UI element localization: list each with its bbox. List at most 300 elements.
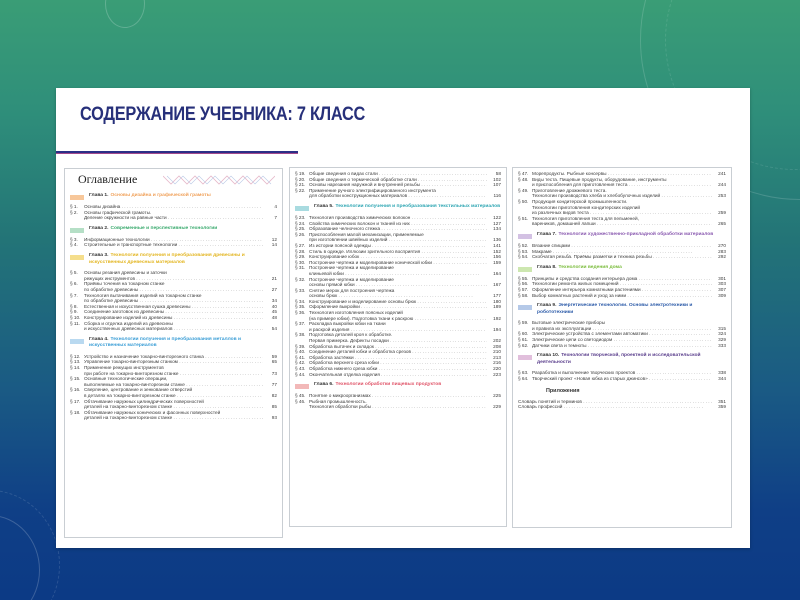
page-number: 59 bbox=[271, 353, 277, 359]
page-number: 210 bbox=[493, 349, 501, 355]
page-number: 12 bbox=[271, 236, 277, 242]
toc-heading-text: Оглавление bbox=[78, 172, 138, 186]
chapter-title bbox=[537, 303, 726, 316]
chapter-title bbox=[89, 193, 211, 200]
page-number: 220 bbox=[493, 366, 501, 371]
appendix-entry-page: 351 bbox=[718, 398, 726, 404]
toc-entry-continuation[interactable] bbox=[70, 215, 277, 221]
section-number: § 4. bbox=[70, 242, 78, 248]
section-title-continuation: Технологии производства хлеба и хлебобулочных изделий . . . bbox=[518, 193, 712, 199]
chapter-color-swatch-icon bbox=[518, 267, 532, 272]
page-number: 156 bbox=[493, 254, 501, 260]
toc-col2-content bbox=[295, 171, 501, 410]
page-number: 244 bbox=[718, 182, 726, 188]
section-number: § 28. bbox=[295, 248, 306, 254]
section-number: § 34. bbox=[295, 298, 306, 304]
page-number: 34 bbox=[271, 298, 277, 304]
page-number: 167 bbox=[493, 282, 501, 288]
section-title: Снятие мерок для построения чертежа bbox=[309, 287, 395, 293]
chapter-title bbox=[89, 253, 277, 266]
section-title-continuation: выполняемые на токарно-винторезном станке . . . bbox=[70, 382, 263, 388]
section-title: Бытовые электрические приборы bbox=[532, 320, 606, 326]
toc-column-2 bbox=[289, 167, 507, 527]
section-number: § 47. bbox=[518, 171, 529, 176]
section-number: § 51. bbox=[518, 215, 529, 221]
chapter-header[interactable] bbox=[518, 353, 726, 366]
section-title: Технология изготовления поясных изделий bbox=[309, 310, 403, 316]
section-title-continuation: и раскрой изделия . . . bbox=[295, 327, 487, 333]
section-title-continuation: по обработке древесины . . . bbox=[70, 298, 263, 304]
page-number: 58 bbox=[495, 171, 501, 176]
chapter-label: Глава 8. bbox=[537, 264, 557, 270]
toc-heading bbox=[70, 172, 277, 188]
section-title: Обтачивание наружных цилиндрических поверхностей bbox=[84, 398, 204, 404]
page-number: 134 bbox=[493, 226, 501, 232]
toc-col1-content bbox=[70, 193, 277, 421]
section-title: Образование челночного стежка . . . bbox=[309, 226, 487, 232]
section-number: § 3. bbox=[70, 236, 78, 242]
section-title: Технология вытачивания изделий на токарном станке bbox=[84, 292, 202, 298]
chapter-color-swatch-icon bbox=[70, 195, 84, 200]
chapter-label: Глава 4. bbox=[89, 336, 109, 342]
section-title-continuation: для обработки конструкционных материалов . . . bbox=[295, 193, 487, 199]
page-number: 344 bbox=[718, 376, 726, 382]
page-number: 202 bbox=[493, 338, 501, 344]
section-title: Рыбная промышленность. bbox=[309, 398, 367, 404]
toc-entry[interactable] bbox=[518, 343, 726, 349]
section-number: § 7. bbox=[70, 292, 78, 298]
page-number: 189 bbox=[493, 304, 501, 310]
chapter-title bbox=[89, 337, 277, 350]
section-title: Продукция кондитерской промышленности. bbox=[532, 198, 628, 204]
section-title: Построение чертежа и моделирование bbox=[309, 276, 394, 282]
section-title: Свойства химических волокон и тканей из них . . . bbox=[309, 221, 487, 227]
toc-entry[interactable] bbox=[518, 254, 726, 260]
section-number: § 36. bbox=[295, 310, 306, 316]
section-number: § 31. bbox=[295, 265, 306, 271]
section-number: § 6. bbox=[70, 281, 78, 287]
section-title-continuation: при работе на токарно-винторезном станке . . . bbox=[70, 371, 263, 377]
chapter-name: Технологии обработки пищевых продуктов bbox=[335, 382, 442, 388]
chapter-title bbox=[89, 226, 217, 233]
section-title-continuation: и искусственных древесных материалов . . . bbox=[70, 326, 263, 332]
page-number: 45 bbox=[271, 309, 277, 315]
section-title: Технология приготовления теста для пельменей, bbox=[532, 215, 639, 221]
decor-ring-icon bbox=[105, 0, 145, 28]
decor-ring-icon bbox=[0, 490, 60, 600]
section-number: § 17. bbox=[70, 398, 81, 404]
chapter-name: Технологии творческой, проектной и исследовательской деятельности bbox=[537, 353, 701, 365]
section-number: § 33. bbox=[295, 287, 306, 293]
section-title-continuation: вареников, домашней лапши . . . bbox=[518, 221, 712, 227]
section-title: Приёмы точения на токарном станке bbox=[84, 281, 165, 287]
chapter-title bbox=[314, 204, 500, 211]
section-number: § 19. bbox=[295, 171, 306, 176]
section-number: § 24. bbox=[295, 220, 306, 226]
toc-column-1 bbox=[64, 168, 283, 538]
section-title: Электрические цепи со светодиодом . . . bbox=[532, 337, 712, 343]
section-title: Макраме . . . bbox=[532, 249, 712, 255]
chapter-header[interactable] bbox=[295, 204, 501, 211]
chapter-header[interactable] bbox=[70, 337, 277, 350]
chapter-label: Глава 2. bbox=[89, 225, 109, 231]
chapter-color-swatch-icon bbox=[70, 255, 84, 260]
section-number: § 20. bbox=[295, 176, 306, 182]
toc-entry-continuation[interactable] bbox=[295, 193, 501, 199]
section-number: § 32. bbox=[295, 276, 306, 282]
section-title-continuation: при изготовлении швейных изделий . . . bbox=[295, 237, 487, 243]
section-number: § 8. bbox=[70, 303, 78, 309]
section-number: § 41. bbox=[295, 354, 306, 360]
section-title: Обработка верхнего среза юбки . . . bbox=[309, 360, 487, 366]
chapter-label: Глава 1. bbox=[89, 193, 109, 198]
toc-entry-continuation[interactable] bbox=[295, 404, 501, 410]
section-title: Технологии ремонта жилых помещений . . . bbox=[532, 281, 712, 287]
section-number: § 23. bbox=[295, 214, 306, 220]
appendix-entry-text: Словарь профессий . . . bbox=[518, 404, 712, 410]
page-number: 216 bbox=[493, 360, 501, 366]
section-number: § 59. bbox=[518, 320, 529, 326]
page-number: 213 bbox=[493, 354, 501, 360]
page-number: 164 bbox=[493, 270, 501, 276]
section-title: Соединение деталей юбки и обработка срезов . . . bbox=[309, 349, 487, 355]
section-title: Сверление, центрование и зенкование отверстий bbox=[84, 387, 193, 393]
section-number: § 35. bbox=[295, 304, 306, 310]
section-number: § 40. bbox=[295, 349, 306, 355]
section-title: Технология производства химических волокон . . . bbox=[309, 215, 487, 221]
section-title: Применение режущих инструментов bbox=[84, 365, 164, 371]
appendix-title: Приложения bbox=[546, 387, 580, 394]
page-number: 225 bbox=[493, 393, 501, 399]
section-title-continuation: и приспособления для приготовления теста . . . bbox=[518, 182, 712, 188]
section-title: Устройство и назначение токарно-винторезного станка . . . bbox=[84, 354, 263, 360]
section-title: Виды теста. Пищевые продукты, оборудование, инструменты bbox=[532, 176, 667, 182]
section-number: § 37. bbox=[295, 321, 306, 327]
section-title-continuation: основы прямой юбки . . . bbox=[295, 282, 487, 288]
section-number: § 29. bbox=[295, 254, 306, 260]
page-number: 309 bbox=[718, 292, 726, 298]
section-title-continuation: (на примере юбки). Подготовка ткани к раскрою . . . bbox=[295, 316, 487, 322]
section-title: Принципы и средства создания интерьера дома . . . bbox=[532, 276, 712, 282]
chapter-title bbox=[537, 232, 713, 239]
page-number: 283 bbox=[718, 248, 726, 254]
chapter-name: Энергетические технологии. Основы электротехники и робототехники bbox=[537, 303, 693, 315]
section-title: Понятие о микроорганизмах . . . bbox=[309, 393, 487, 399]
page-number: 194 bbox=[493, 326, 501, 332]
section-title: Общие сведения о термической обработке стали . . . bbox=[309, 177, 487, 183]
section-title: Подготовка деталей кроя к обработке. bbox=[309, 332, 393, 338]
page-number: 141 bbox=[493, 242, 501, 248]
toc-entry[interactable] bbox=[518, 293, 726, 299]
page-number: 259 bbox=[718, 210, 726, 216]
section-title-continuation: и правила их эксплуатации . . . bbox=[518, 326, 712, 332]
page-number: 265 bbox=[718, 221, 726, 227]
section-title: Основы дизайна . . . bbox=[84, 204, 263, 210]
section-title: Информационные технологии . . . bbox=[84, 237, 263, 243]
page-number: 73 bbox=[271, 370, 277, 376]
section-number: § 45. bbox=[295, 393, 306, 399]
section-title-continuation: Технологии приготовления кондитерских изделий bbox=[532, 204, 640, 210]
section-title-continuation: в деталях на токарно-винторезном станке . . . bbox=[70, 393, 263, 399]
section-number: § 48. bbox=[518, 176, 529, 182]
section-title: Творческий проект «Новая юбка из старых джинсов» . . . bbox=[532, 376, 712, 382]
chapter-header[interactable] bbox=[518, 232, 726, 239]
section-title: Управление токарно-винторезным станком . . . bbox=[84, 359, 263, 365]
section-title: Основы графической грамоты. bbox=[84, 209, 152, 215]
page-number: 116 bbox=[493, 193, 501, 199]
section-number: § 10. bbox=[70, 314, 81, 320]
section-number: § 16. bbox=[70, 387, 81, 393]
section-number: § 56. bbox=[518, 281, 529, 287]
section-number: § 60. bbox=[518, 331, 529, 337]
chapter-color-swatch-icon bbox=[518, 355, 532, 360]
section-title: Из истории поясной одежды . . . bbox=[309, 243, 487, 249]
page-number: 223 bbox=[493, 371, 501, 377]
section-title: Обтачивание наружных конических и фасонных поверхностей bbox=[84, 409, 221, 415]
section-title: Строительные и транспортные технологии . . . bbox=[84, 242, 263, 248]
section-number: § 57. bbox=[518, 286, 529, 292]
section-number: § 42. bbox=[295, 360, 306, 366]
page-number: 324 bbox=[718, 331, 726, 337]
section-number: § 27. bbox=[295, 242, 306, 248]
section-number: § 25. bbox=[295, 226, 306, 232]
page-number: 127 bbox=[493, 220, 501, 226]
section-title-continuation: основы брюк . . . bbox=[295, 293, 487, 299]
appendix-entry-text: Словарь понятий и терминов . . . bbox=[518, 399, 712, 405]
page-number: 93 bbox=[271, 415, 277, 421]
page-number: 107 bbox=[493, 182, 501, 188]
appendix-section bbox=[518, 388, 726, 411]
page-number: 102 bbox=[493, 176, 501, 182]
section-title-continuation: клиньевой юбки . . . bbox=[295, 271, 487, 277]
section-number: § 58. bbox=[518, 292, 529, 298]
section-title: Построение чертежа и моделирование конической юбки . . . bbox=[309, 260, 487, 266]
page-number: 27 bbox=[271, 286, 277, 292]
chapter-label: Глава 5. bbox=[314, 203, 334, 209]
section-title-continuation: Технология обработки рыбы . . . bbox=[295, 404, 487, 410]
page-number: 192 bbox=[493, 315, 501, 321]
page-number: 292 bbox=[718, 254, 726, 260]
page-number: 48 bbox=[271, 314, 277, 320]
chapter-color-swatch-icon bbox=[70, 339, 84, 344]
appendix-entry[interactable] bbox=[518, 404, 726, 410]
section-number: § 64. bbox=[518, 376, 529, 382]
section-title: Соединение заготовок из древесины . . . bbox=[84, 309, 263, 315]
section-number: § 11. bbox=[70, 320, 81, 326]
chapter-label: Глава 6. bbox=[314, 382, 334, 388]
section-number: § 46. bbox=[295, 398, 306, 404]
section-title: Общие сведения о видах стали . . . bbox=[309, 171, 487, 177]
zigzag-ornament-icon bbox=[163, 174, 275, 186]
section-title: Сборка и отделка изделий из древесины bbox=[84, 320, 173, 326]
section-number: § 9. bbox=[70, 309, 78, 315]
chapter-name: Технологии получения и преобразования древесины и искусственных древесных материалов bbox=[89, 252, 245, 265]
chapter-color-swatch-icon bbox=[295, 384, 309, 389]
section-title: Основы резания древесины и заточки bbox=[84, 270, 167, 276]
section-number: § 53. bbox=[518, 248, 529, 254]
page-number: 180 bbox=[493, 298, 501, 304]
section-title-continuation: по обработке древесины . . . bbox=[70, 287, 263, 293]
section-title: Естественная и искусственная сушка древесины . . . bbox=[84, 304, 263, 310]
toc-entry[interactable] bbox=[70, 242, 277, 248]
section-number: § 26. bbox=[295, 231, 306, 237]
chapter-color-swatch-icon bbox=[295, 206, 309, 211]
chapter-title bbox=[537, 353, 726, 366]
section-number: § 22. bbox=[295, 187, 306, 193]
chapter-name: Основы дизайна и графической грамоты bbox=[110, 193, 211, 198]
section-title: Конструирование юбок . . . bbox=[309, 254, 487, 260]
section-number: § 43. bbox=[295, 366, 306, 371]
toc-entry-continuation[interactable] bbox=[70, 326, 277, 332]
chapter-title bbox=[314, 382, 441, 389]
page-number: 77 bbox=[271, 381, 277, 387]
chapter-color-swatch-icon bbox=[70, 228, 84, 233]
page-number: 7 bbox=[274, 215, 277, 221]
chapter-name: Технологии получения и преобразования металлов и искусственных материалов bbox=[89, 336, 241, 349]
section-title: Вязание спицами . . . bbox=[532, 243, 712, 249]
page-number: 14 bbox=[271, 242, 277, 248]
chapter-title bbox=[537, 265, 622, 272]
section-number: § 18. bbox=[70, 409, 81, 415]
section-title-continuation: режущих инструментов . . . bbox=[70, 276, 263, 282]
page-number: 307 bbox=[718, 286, 726, 292]
chapter-name: Технологии художественно-прикладной обработки материалов bbox=[558, 231, 714, 237]
page-number: 329 bbox=[718, 337, 726, 343]
section-title-continuation: Первая примерка. Дефекты посадки . . . bbox=[295, 338, 487, 344]
page-number: 65 bbox=[271, 359, 277, 365]
page-number: 301 bbox=[718, 275, 726, 281]
page-number: 338 bbox=[718, 370, 726, 376]
slide-panel bbox=[56, 88, 750, 548]
page-number: 4 bbox=[274, 204, 277, 209]
section-title: Окончательная отделка изделия . . . bbox=[309, 372, 487, 378]
section-number: § 12. bbox=[70, 353, 81, 359]
section-title-continuation: деталей на токарно-винторезном станке . . . bbox=[70, 404, 263, 410]
section-title: Приготовление дрожжевого теста. bbox=[532, 187, 607, 193]
section-title: Обработка нижнего среза юбки . . . bbox=[309, 366, 487, 372]
page-number: 208 bbox=[493, 343, 501, 349]
section-title-continuation: деталей на токарно-винторезном станке . . . bbox=[70, 415, 263, 421]
section-title: Обработка вытачек и складок . . . bbox=[309, 344, 487, 350]
section-title: Конструирование и моделирование основы брюк . . . bbox=[309, 299, 487, 305]
page-number: 152 bbox=[493, 248, 501, 254]
title-underline bbox=[56, 151, 298, 154]
chapter-header[interactable] bbox=[70, 226, 277, 233]
section-title: Оформление выкройки . . . bbox=[309, 304, 487, 310]
appendix-entry-page: 359 bbox=[718, 404, 726, 410]
section-title: Раскладка выкройки юбки на ткани bbox=[309, 321, 386, 327]
chapter-label: Глава 10. bbox=[537, 353, 560, 359]
section-number: § 30. bbox=[295, 259, 306, 265]
page-number: 315 bbox=[718, 325, 726, 331]
section-number: § 1. bbox=[70, 204, 78, 209]
page-number: 177 bbox=[493, 293, 501, 299]
toc-col3-content bbox=[518, 171, 726, 382]
decor-ring-icon bbox=[0, 515, 40, 600]
section-number: § 2. bbox=[70, 209, 78, 215]
toc-column-3 bbox=[512, 167, 732, 528]
section-title: Электрические устройства с элементами автоматики . . . bbox=[532, 331, 712, 337]
section-title-continuation: Деление окружности на равные части . . . bbox=[70, 215, 263, 221]
chapter-color-swatch-icon bbox=[518, 234, 532, 239]
page-number: 333 bbox=[718, 342, 726, 348]
page-number: 229 bbox=[493, 404, 501, 410]
section-number: § 54. bbox=[518, 254, 529, 260]
section-title: Обработка застёжки . . . bbox=[309, 355, 487, 361]
page-number: 85 bbox=[271, 404, 277, 410]
chapter-name: Технологии получения и преобразования текстильных материалов bbox=[335, 203, 501, 209]
chapter-name: Современные и перспективные технологии bbox=[110, 225, 218, 231]
section-number: § 15. bbox=[70, 376, 81, 382]
page-number: 241 bbox=[718, 171, 726, 176]
section-number: § 49. bbox=[518, 187, 529, 193]
page-number: 303 bbox=[718, 281, 726, 287]
section-title-continuation: из различных видов теста . . . bbox=[518, 210, 712, 216]
section-number: § 50. bbox=[518, 198, 529, 204]
slide-title: СОДЕРЖАНИЕ УЧЕБНИКА: 7 КЛАСС bbox=[80, 104, 366, 125]
section-title: Датчики света и темноты . . . bbox=[532, 343, 712, 349]
chapter-label: Глава 3. bbox=[89, 252, 109, 258]
section-number: § 39. bbox=[295, 343, 306, 349]
section-title: Морепродукты. Рыбные консервы . . . bbox=[532, 171, 712, 177]
section-number: § 5. bbox=[70, 270, 78, 276]
toc-entry[interactable] bbox=[295, 372, 501, 378]
section-title: Скобчатая резьба. Приёмы разметки и техника резьбы . . . bbox=[532, 254, 712, 260]
chapter-name: Технологии ведения дома bbox=[558, 264, 622, 270]
section-number: § 52. bbox=[518, 242, 529, 248]
page-number: 122 bbox=[493, 214, 501, 220]
section-number: § 55. bbox=[518, 275, 529, 281]
toc-entry-continuation[interactable] bbox=[518, 221, 726, 227]
toc-entry[interactable] bbox=[518, 376, 726, 382]
chapter-header[interactable] bbox=[295, 382, 501, 389]
chapter-header[interactable] bbox=[70, 253, 277, 266]
section-title: Оформление интерьера комнатными растениями . . . bbox=[532, 287, 712, 293]
section-number: § 38. bbox=[295, 332, 306, 338]
page-number: 136 bbox=[493, 237, 501, 243]
section-title: Применение ручного электрифицированного инструмента bbox=[309, 187, 436, 193]
toc-entry-continuation[interactable] bbox=[70, 415, 277, 421]
section-title: Конструирование изделий из древесины . . . bbox=[84, 315, 263, 321]
section-number: § 62. bbox=[518, 342, 529, 348]
section-title: Приспособления малой механизации, применяемые bbox=[309, 231, 424, 237]
chapter-header[interactable] bbox=[70, 193, 277, 200]
section-title: Построение чертежа и моделирование bbox=[309, 265, 394, 271]
section-number: § 44. bbox=[295, 371, 306, 377]
section-number: § 14. bbox=[70, 365, 81, 371]
page-number: 21 bbox=[271, 275, 277, 281]
chapter-color-swatch-icon bbox=[518, 305, 532, 310]
section-title: Разработка и выполнение творческих проектов . . . bbox=[532, 370, 712, 376]
chapter-label: Глава 7. bbox=[537, 231, 557, 237]
section-title: Основы нарезания наружной и внутренней резьбы . . . bbox=[309, 182, 487, 188]
chapter-label: Глава 9. bbox=[537, 303, 557, 309]
section-title: Основные технологические операции, bbox=[84, 376, 168, 382]
section-number: § 21. bbox=[295, 182, 306, 188]
section-number: § 61. bbox=[518, 337, 529, 343]
section-title: Выбор комнатных растений и уход за ними . . . bbox=[532, 293, 712, 299]
page-number: 253 bbox=[718, 193, 726, 199]
page-number: 40 bbox=[271, 303, 277, 309]
page-number: 270 bbox=[718, 242, 726, 248]
chapter-header[interactable] bbox=[518, 303, 726, 316]
section-number: § 13. bbox=[70, 359, 81, 365]
section-number: § 63. bbox=[518, 370, 529, 376]
page-number: 82 bbox=[271, 393, 277, 399]
section-title: Стиль в одежде. Иллюзии зрительного восприятия . . . bbox=[309, 249, 487, 255]
chapter-header[interactable] bbox=[518, 265, 726, 272]
page-number: 159 bbox=[493, 259, 501, 265]
